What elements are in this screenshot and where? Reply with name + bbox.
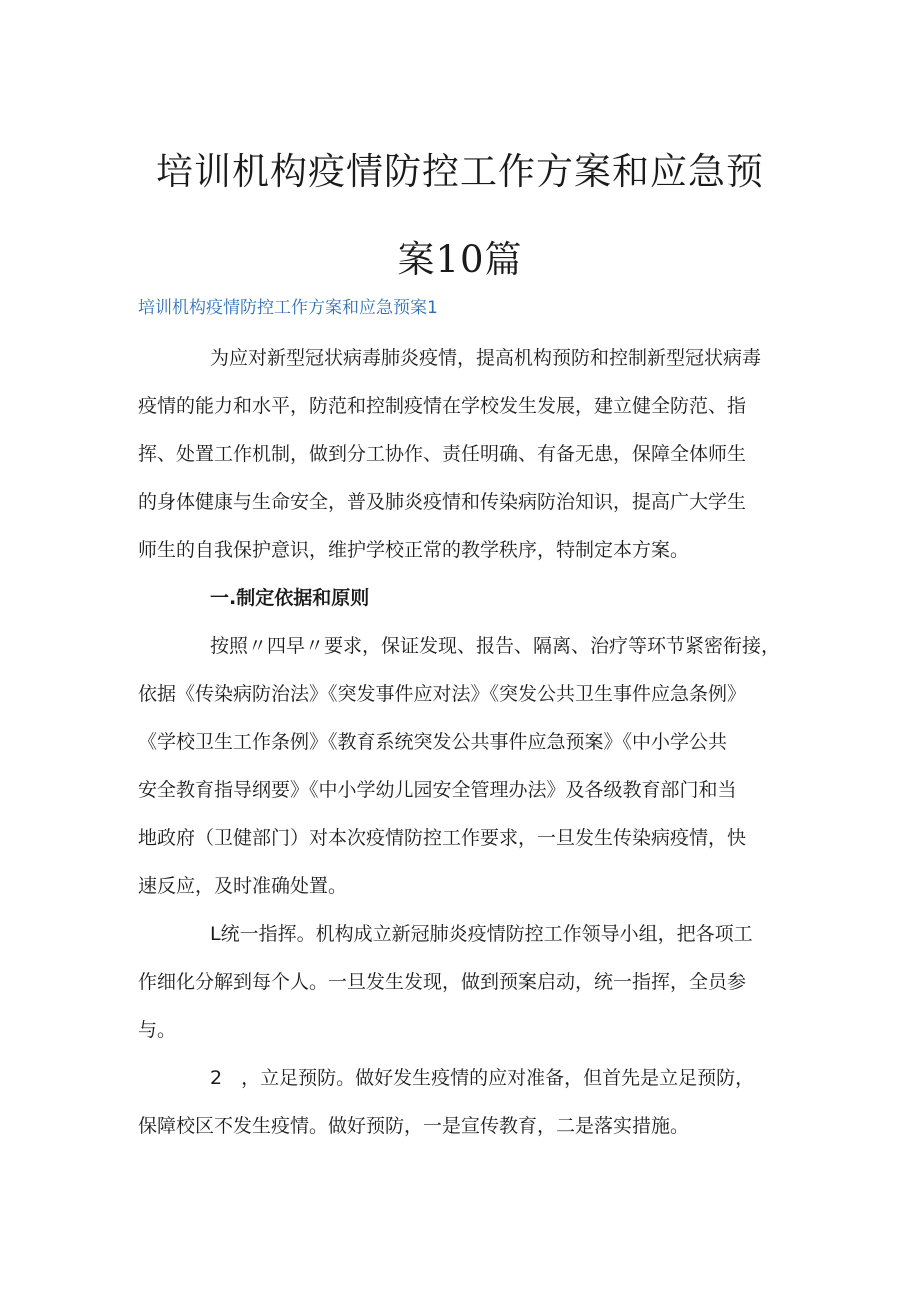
paragraph-line: 作细化分解到每个人。一旦发生发现，做到预案启动，统一指挥，全员参 (138, 971, 747, 993)
paragraph-line: 挥、处置工作机制，做到分工协作、责任明确、有备无患，保障全体师生 (138, 443, 747, 465)
paragraph-line: 2 ，立足预防。做好发生疫情的应对准备，但首先是立足预防， (210, 1067, 755, 1089)
paragraph-unified-command (138, 910, 788, 1054)
paragraph-line: 师生的自我保护意识，维护学校正常的教学秩序，特制定本方案。 (138, 539, 690, 561)
paragraph-line: 疫情的能力和水平，防范和控制疫情在学校发生发展，建立健全防范、指 (138, 395, 747, 417)
section-heading: 培训机构疫情防控工作方案和应急预案1 (138, 298, 438, 318)
document-title-line-1: 培训机构疫情防控工作方案和应急预 (156, 150, 764, 193)
paragraph-line: 依据《传染病防治法》《突发事件应对法》《突发公共卫生事件应急条例》 (138, 683, 747, 705)
paragraph-basis (138, 622, 788, 910)
paragraph-line: 保障校区不发生疫情。做好预防，一是宣传教育，二是落实措施。 (138, 1115, 690, 1137)
paragraph-line: 为应对新型冠状病毒肺炎疫情，提高机构预防和控制新型冠状病毒 (210, 347, 762, 369)
document-title-line-2: 案10篇 (397, 238, 523, 281)
paragraph-line: 安全教育指导纲要》《中小学幼儿园安全管理办法》及各级教育部门和当 (138, 779, 737, 801)
paragraph-line: 的身体健康与生命安全，普及肺炎疫情和传染病防治知识，提高广大学生 (138, 491, 747, 513)
paragraph-line: 按照〃四早〃要求，保证发现、报告、隔离、治疗等环节紧密衔接， (210, 635, 781, 657)
paragraph-intro (138, 334, 788, 574)
subheading-basis-principles (138, 574, 788, 622)
paragraph-line: L统一指挥。机构成立新冠肺炎疫情防控工作领导小组，把各项工 (210, 923, 753, 945)
paragraph-prevention (138, 1054, 788, 1150)
paragraph-line: 《学校卫生工作条例》《教育系统突发公共事件应急预案》《中小学公共 (138, 731, 728, 753)
paragraph-line: 与。 (138, 1019, 177, 1041)
paragraph-line: 地政府（卫健部门）对本次疫情防控工作要求，一旦发生传染病疫情，快 (138, 827, 747, 849)
paragraph-line: 速反应，及时准确处置。 (138, 875, 348, 897)
subheading-text: 一.制定依据和原则 (210, 587, 370, 609)
